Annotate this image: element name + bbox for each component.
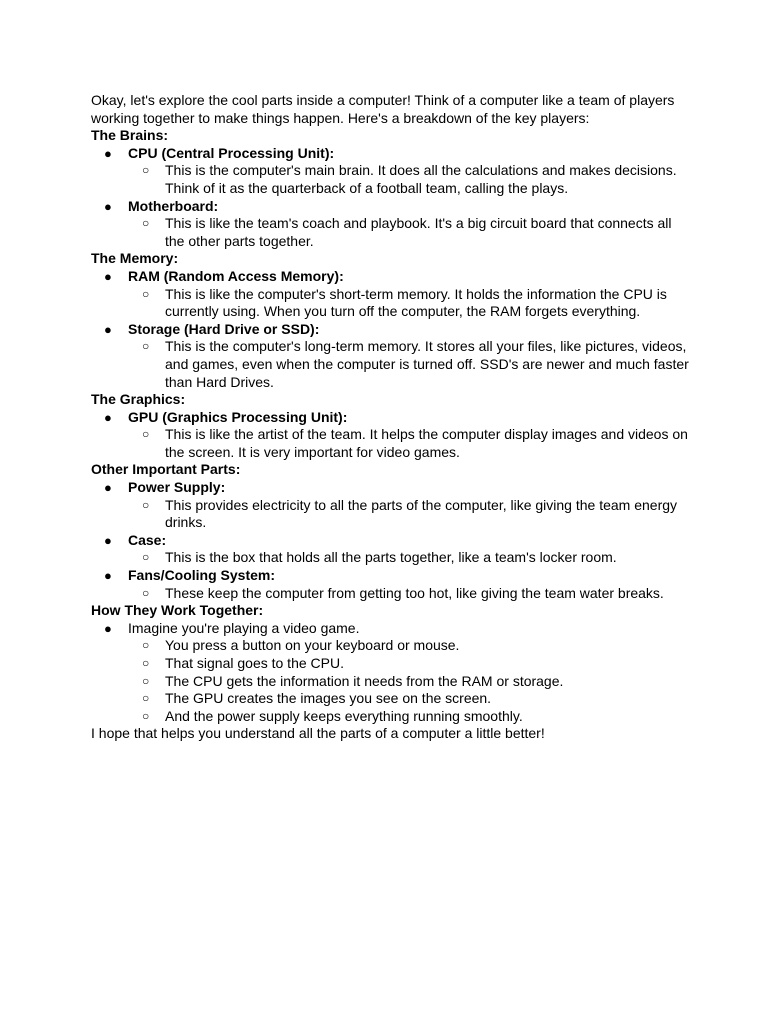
sub-list-item	[128, 585, 691, 603]
bullet-icon: ●	[104, 532, 112, 548]
sub-list	[128, 426, 691, 461]
sub-list-item	[128, 215, 691, 250]
hollow-bullet-icon: ○	[142, 691, 150, 706]
list-item	[91, 409, 691, 462]
hollow-bullet-icon: ○	[142, 163, 150, 178]
sub-list	[128, 215, 691, 250]
hollow-bullet-icon: ○	[142, 286, 150, 301]
sub-list	[128, 585, 691, 603]
section-list	[91, 620, 691, 726]
bullet-icon: ●	[104, 409, 112, 425]
sub-list-item	[128, 637, 691, 655]
list-item-label: Motherboard:	[128, 197, 219, 214]
sub-list-item-text: You press a button on your keyboard or mouse.	[165, 637, 460, 654]
hollow-bullet-icon: ○	[142, 339, 150, 354]
hollow-bullet-icon: ○	[142, 656, 150, 670]
sub-list-item-text: This is the box that holds all the parts together, like a team's locker room.	[165, 549, 617, 566]
hollow-bullet-icon: ○	[142, 708, 150, 723]
list-item-label: Power Supply:	[128, 479, 226, 496]
list-item	[91, 479, 691, 532]
sub-list-item-text: This is like the computer's short-term memory. It holds the information the CPU is currently using. When you turn off the computer, the RAM forgets everything.	[165, 285, 667, 320]
bullet-icon: ●	[104, 198, 112, 214]
sub-list-item-text: This provides electricity to all the parts of the computer, like giving the team energy drinks.	[165, 496, 678, 531]
intro-paragraph: Okay, let's explore the cool parts inside a computer! Think of a computer like a team of players working together to make things happen. Here's a breakdown of the key players:	[91, 92, 675, 126]
sub-list-item	[128, 708, 691, 726]
sub-list-item	[128, 655, 691, 673]
sub-list	[128, 338, 691, 391]
sub-list-item-text: This is like the team's coach and playbook. It's a big circuit board that connects all the other parts together.	[165, 215, 672, 249]
hollow-bullet-icon: ○	[142, 216, 150, 231]
sub-list-item-text: The GPU creates the images you see on the screen.	[165, 690, 492, 707]
sub-list-item-text: This is like the artist of the team. It helps the computer display images and videos on the screen. It is very important for video games.	[165, 426, 688, 460]
sections-container	[91, 127, 691, 725]
hollow-bullet-icon: ○	[142, 673, 150, 688]
sub-list-item	[128, 338, 691, 391]
hollow-bullet-icon: ○	[142, 497, 150, 512]
list-item-label: Fans/Cooling System:	[128, 567, 276, 584]
list-item	[91, 321, 691, 391]
section-list	[91, 479, 691, 602]
list-item-label: Storage (Hard Drive or SSD):	[128, 320, 320, 337]
bullet-icon: ●	[104, 145, 112, 161]
hollow-bullet-icon: ○	[142, 550, 150, 565]
bullet-icon: ●	[104, 620, 112, 636]
bullet-icon: ●	[104, 268, 112, 284]
list-item-label: Imagine you're playing a video game.	[128, 619, 360, 636]
section-heading: Other Important Parts:	[91, 461, 241, 478]
section-list	[91, 268, 691, 391]
section-heading: The Brains:	[91, 127, 169, 144]
list-item-label: GPU (Graphics Processing Unit):	[128, 408, 348, 425]
list-item	[91, 567, 691, 602]
list-item-label: CPU (Central Processing Unit):	[128, 144, 335, 161]
sub-list-item	[128, 497, 691, 532]
sub-list-item	[128, 690, 691, 708]
sub-list-item	[128, 162, 691, 197]
sub-list	[128, 497, 691, 532]
list-item	[91, 620, 691, 726]
sub-list-item	[128, 673, 691, 691]
bullet-icon: ●	[104, 321, 112, 337]
sub-list	[128, 286, 691, 321]
sub-list-item-text: This is the computer's long-term memory. It stores all your files, like pictures, videos, and games, even when the computer is turned off. SSD's are newer and much faster than Hard Drives.	[165, 338, 689, 390]
list-item-label: RAM (Random Access Memory):	[128, 267, 344, 284]
hollow-bullet-icon: ○	[142, 638, 150, 653]
list-item	[91, 145, 691, 198]
bullet-icon: ●	[104, 568, 112, 584]
sub-list-item-text: The CPU gets the information it needs from the RAM or storage.	[165, 672, 564, 689]
sub-list	[128, 637, 691, 725]
section-heading: How They Work Together:	[91, 602, 264, 619]
section-list	[91, 409, 691, 462]
sub-list-item	[128, 286, 691, 321]
sub-list	[128, 549, 691, 567]
sub-list-item-text: These keep the computer from getting too hot, like giving the team water breaks.	[165, 584, 664, 601]
sub-list-item-text: This is the computer's main brain. It does all the calculations and makes decisions. Think of it as the quarterback of a football team, calling the plays.	[165, 162, 677, 196]
hollow-bullet-icon: ○	[142, 427, 150, 442]
sub-list-item-text: And the power supply keeps everything running smoothly.	[165, 707, 523, 724]
sub-list-item	[128, 426, 691, 461]
list-item-label: Case:	[128, 531, 167, 548]
list-item	[91, 532, 691, 567]
document-page	[91, 92, 691, 743]
hollow-bullet-icon: ○	[142, 585, 150, 600]
section-heading: The Memory:	[91, 250, 179, 267]
sub-list-item	[128, 549, 691, 567]
section-heading: The Graphics:	[91, 391, 186, 408]
sub-list-item-text: That signal goes to the CPU.	[165, 655, 344, 671]
closing-paragraph: I hope that helps you understand all the parts of a computer a little better!	[91, 725, 545, 742]
list-item	[91, 198, 691, 251]
section-list	[91, 145, 691, 251]
list-item	[91, 268, 691, 321]
bullet-icon: ●	[104, 480, 112, 496]
sub-list	[128, 162, 691, 197]
